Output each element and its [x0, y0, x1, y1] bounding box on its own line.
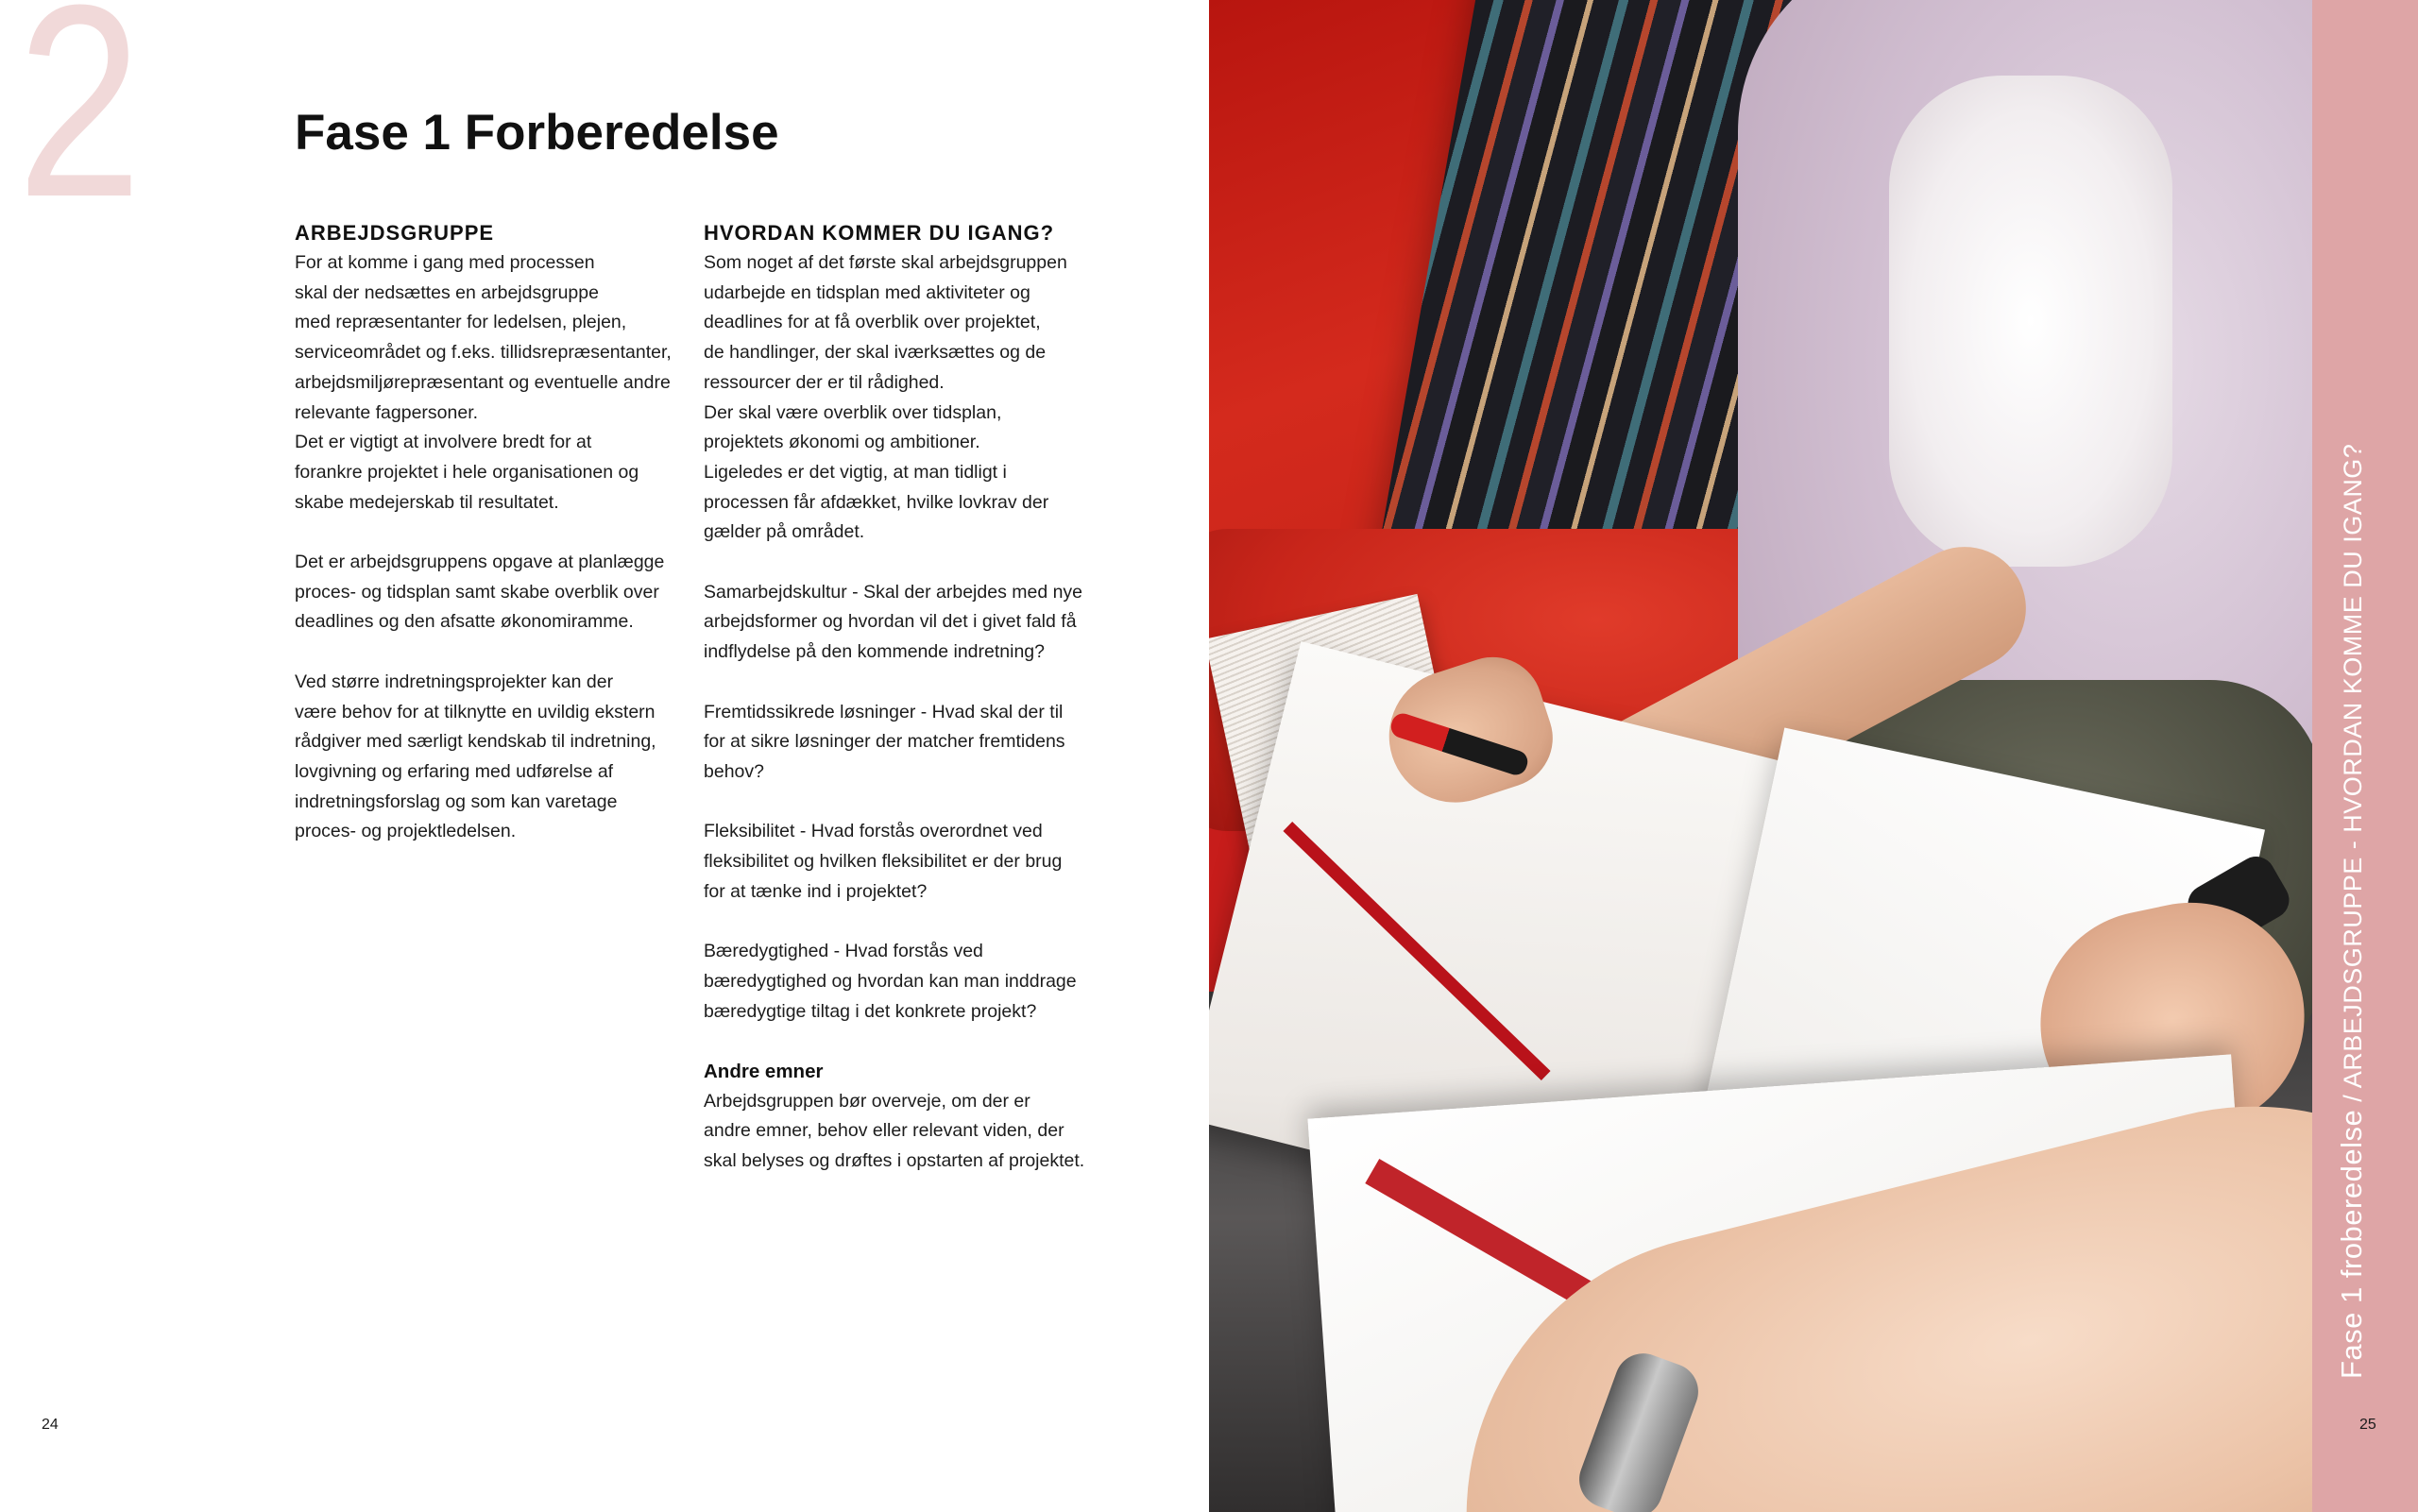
text-line: for at tænke ind i projektet?	[704, 880, 928, 902]
text-line: arbejdsmiljørepræsentant og eventuelle andre	[295, 371, 671, 393]
text-line: Arbejdsgruppen bør overveje, om der er	[704, 1090, 1030, 1112]
text-line: være behov for at tilknytte en uvildig ekstern	[295, 701, 656, 722]
left-column	[295, 217, 701, 847]
text-line: Det er arbejdsgruppens opgave at planlægge	[295, 552, 665, 573]
text-line: Bæredygtighed - Hvad forstås ved	[704, 941, 983, 962]
photo-people-reviewing-documents	[1209, 0, 2312, 1512]
text-line: Ved større indretningsprojekter kan der	[295, 671, 614, 692]
paragraph	[704, 1087, 1110, 1177]
paragraph	[704, 578, 1110, 668]
paragraph	[704, 698, 1110, 788]
text-line: Fleksibilitet - Hvad forstås overordnet ved	[704, 821, 1043, 842]
page-number-right: 25	[2359, 1417, 2376, 1433]
text-line: For at komme i gang med processen	[295, 252, 595, 273]
text-line: de handlinger, der skal iværksættes og de	[704, 342, 1047, 364]
text-line: fleksibilitet og hvilken fleksibilitet er der brug	[704, 851, 1063, 873]
sidebar-separator: /	[2339, 1088, 2367, 1110]
section-heading-arbejdsgruppe: ARBEJDSGRUPPE	[295, 221, 495, 245]
text-line: proces- og tidsplan samt skabe overblik over	[295, 581, 659, 603]
text-line: behov?	[704, 760, 764, 782]
text-line: Som noget af det første skal arbejdsgruppen	[704, 252, 1067, 273]
text-line: skal belyses og drøftes i opstarten af projektet.	[704, 1150, 1085, 1172]
text-line: skabe medejerskab til resultatet.	[295, 491, 559, 513]
text-line: rådgiver med særligt kendskab til indretning,	[295, 731, 656, 753]
paragraph	[704, 817, 1110, 907]
paragraph	[704, 248, 1110, 548]
text-line: Ligeledes er det vigtig, at man tidligt i	[704, 461, 1007, 483]
text-line: relevante fagpersoner.	[295, 401, 479, 423]
sidebar-running-title	[2333, 444, 2372, 1379]
text-line: ressourcer der er til rådighed.	[704, 371, 945, 393]
text-line: andre emner, behov eller relevant viden, der	[704, 1120, 1064, 1142]
paragraph	[295, 248, 701, 518]
text-line: proces- og projektledelsen.	[295, 821, 517, 842]
text-line: lovgivning og erfaring med udførelse af	[295, 760, 614, 782]
right-column	[704, 217, 1110, 1177]
text-line: processen får afdækket, hvilke lovkrav der	[704, 491, 1049, 513]
text-line: gælder på området.	[704, 521, 865, 543]
text-line: indflydelse på den kommende indretning?	[704, 641, 1045, 663]
page-number-left: 24	[42, 1417, 59, 1433]
sidebar-title: Fase 1 froberedelse	[2335, 1109, 2368, 1379]
text-line: deadlines og den afsatte økonomiramme.	[295, 611, 634, 633]
text-line: Der skal være overblik over tidsplan,	[704, 401, 1002, 423]
text-line: serviceområdet og f.eks. tillidsrepræsentanter,	[295, 342, 672, 364]
paragraph	[704, 937, 1110, 1027]
text-line: Samarbejdskultur - Skal der arbejdes med nye	[704, 581, 1083, 603]
page-title: Fase 1 Forberedelse	[295, 105, 779, 161]
section-heading-hvordan: HVORDAN KOMMER DU IGANG?	[704, 221, 1055, 245]
text-line: med repræsentanter for ledelsen, plejen,	[295, 312, 627, 333]
text-line: skal der nedsættes en arbejdsgruppe	[295, 281, 599, 303]
text-line: arbejdsformer og hvordan vil det i givet fald få	[704, 611, 1077, 633]
text-line: for at sikre løsninger der matcher fremtidens	[704, 731, 1065, 753]
text-line: Det er vigtigt at involvere bredt for at	[295, 432, 592, 453]
chapter-number: 2	[17, 0, 138, 254]
text-line: Fremtidssikrede løsninger - Hvad skal der til	[704, 701, 1064, 722]
text-line: udarbejde en tidsplan med aktiviteter og	[704, 281, 1030, 303]
text-line: indretningsforslag og som kan varetage	[295, 790, 618, 812]
sidebar-subtitle: ARBEJDSGRUPPE - HVORDAN KOMME DU IGANG?	[2339, 443, 2367, 1089]
text-line: deadlines for at få overblik over projektet,	[704, 312, 1041, 333]
text-line: projektets økonomi og ambitioner.	[704, 432, 980, 453]
text-line: forankre projektet i hele organisationen og	[295, 461, 639, 483]
paragraph	[295, 548, 701, 637]
paragraph	[295, 668, 701, 847]
text-line: bæredygtige tiltag i det konkrete projekt?	[704, 1000, 1037, 1022]
subheading-andre-emner: Andre emner	[704, 1060, 824, 1082]
text-line: bæredygtighed og hvordan kan man inddrage	[704, 970, 1077, 992]
